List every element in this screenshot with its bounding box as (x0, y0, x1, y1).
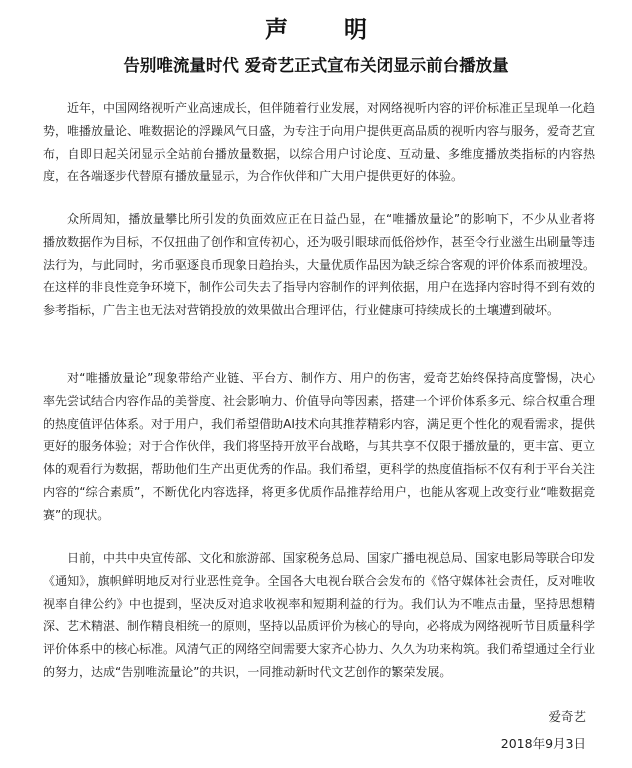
signature: 爱奇艺 (548, 709, 586, 724)
document-subtitle: 告别唯流量时代 爱奇艺正式宣布关闭显示前台播放量 (123, 56, 509, 75)
paragraph-2: 众所周知，播放量攀比所引发的负面效应正在日益凸显，在“唯播放量论”的影响下，不少从业者将播放数据作为目标，不仅扭曲了创作和宣传初心，还为吸引眼球而低俗炒作，甚至令行业滋生出刷量等违法行为，与此同时，劣币驱逐良币现象日趋抬头，大量优质作品因为缺乏综合客观的评价体系而被埋没。在这样的非良性竞争环境下，制作公司失去了指导内容制作的评判依据，用户在选择内容时得不到有效的参考指标，广告主也无法对营销投放的效果做出合理评估，行业健康可持续成长的土壤遭到破坏。 (43, 212, 596, 318)
paragraph-1: 近年，中国网络视听产业高速成长，但伴随着行业发展，对网络视听内容的评价标准正呈现单一化趋势，唯播放量论、唯数据论的浮躁风气日盛，为专注于向用户提供更高品质的视听内容与服务，爱奇艺宣布，自即日起关闭显示全站前台播放量数据，以综合用户讨论度、互动量、多维度播放类指标的内容热度，在各端逐步代替原有播放量显示，为合作伙伴和广大用户提供更好的体验。 (43, 101, 596, 184)
signature-date: 2018年9月3日 (500, 736, 586, 751)
paragraph-4: 日前，中共中央宣传部、文化和旅游部、国家税务总局、国家广播电视总局、国家电影局等联合印发《通知》，旗帜鲜明地反对行业恶性竞争。全国各大电视台联合会发布的《恪守媒体社会责任，反对唯收视率自律公约》中也提到，坚决反对追求收视率和短期利益的行为。我们认为不唯点击量，坚持思想精深、艺术精湛、制作精良相统一的原则，坚持以品质评价为核心的导向，必将成为网络视听节目质量科学评价体系中的核心标准。风清气正的网络空间需要大家齐心协力、久久为功来构筑。我们希望通过全行业的努力，达成“告别唯流量论”的共识，一同推动新时代文艺创作的繁荣发展。 (43, 551, 596, 679)
paragraph-3: 对“唯播放量论”现象带给产业链、平台方、制作方、用户的伤害，爱奇艺始终保持高度警惕，决心率先尝试结合内容作品的美誉度、社会影响力、价值导向等因素，搭建一个评价体系多元、综合权重合理的热度值评估体系。对于用户，我们希望借助AI技术向其推荐精彩内容，满足更个性化的观看需求，提供更好的服务体验；对于合作伙伴，我们将坚持开放平台战略，与其共享不仅限于播放量的，更丰富、更立体的观看行为数据，帮助他们生产出更优秀的作品。我们希望，更科学的热度值指标不仅有利于平台关注内容的“综合素质”，不断优化内容选择，将更多优质作品推荐给用户，也能从客观上改变行业“唯数据竞赛”的现状。 (43, 371, 596, 522)
document-title: 声 明 (264, 17, 391, 43)
